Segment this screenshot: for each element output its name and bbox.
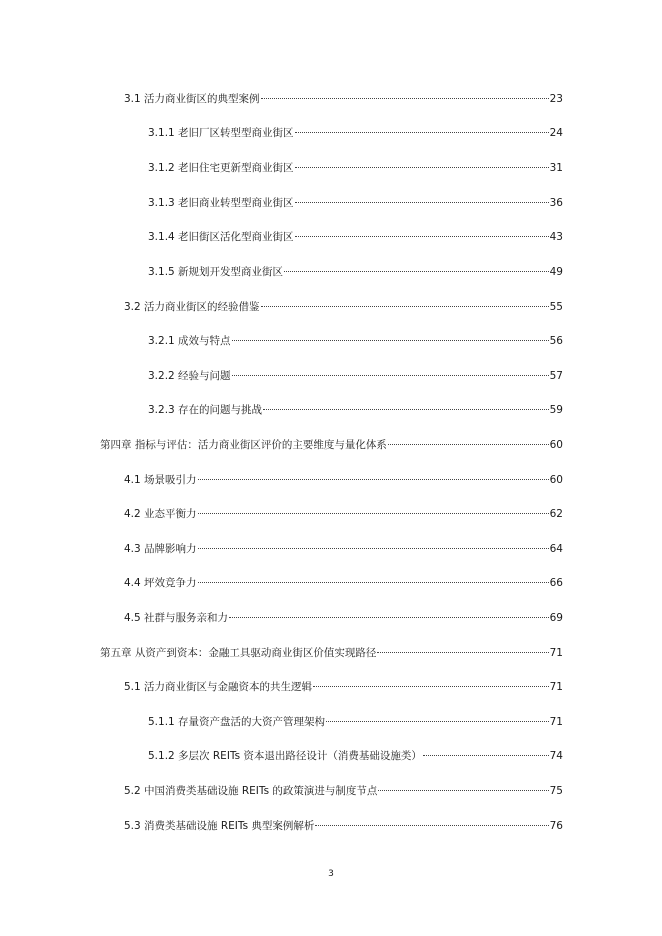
dot-leader	[388, 444, 549, 445]
toc-entry-title: 3.2.2 经验与问题	[148, 370, 231, 382]
toc-entry-page: 43	[549, 231, 563, 243]
toc-entry-title: 5.1.1 存量资产盘活的大资产管理架构	[148, 716, 326, 728]
dot-leader	[295, 132, 549, 133]
dot-leader	[232, 375, 549, 376]
toc-entry-5-2[interactable]	[124, 784, 563, 798]
toc-entry-page: 64	[549, 543, 563, 555]
toc-entry-title: 5.1 活力商业街区与金融资本的共生逻辑	[124, 681, 313, 693]
toc-entry-page: 49	[549, 266, 563, 278]
dot-leader	[423, 755, 549, 756]
toc-entry-page: 55	[549, 301, 563, 313]
toc-entry-title: 3.1.3 老旧商业转型型商业街区	[148, 197, 294, 209]
toc-entry-chapter-4[interactable]	[100, 438, 563, 452]
toc-entry-page: 60	[549, 439, 563, 451]
toc-entry-title: 3.1.1 老旧厂区转型型商业街区	[148, 127, 294, 139]
toc-entry-3-1-1[interactable]	[148, 126, 563, 140]
dot-leader	[198, 513, 549, 514]
dot-leader	[284, 271, 549, 272]
toc-entry-4-3[interactable]	[124, 542, 563, 556]
toc-entry-title: 5.3 消费类基础设施 REITs 典型案例解析	[124, 820, 315, 832]
toc-entry-3-2-2[interactable]	[148, 369, 563, 383]
toc-entry-title: 3.1.2 老旧住宅更新型商业街区	[148, 162, 294, 174]
dot-leader	[198, 479, 549, 480]
toc-entry-page: 74	[549, 750, 563, 762]
toc-entry-title: 4.5 社群与服务亲和力	[124, 612, 229, 624]
toc-entry-title: 5.1.2 多层次 REITs 资本退出路径设计（消费基础设施类）	[148, 750, 422, 762]
toc-entry-title: 4.2 业态平衡力	[124, 508, 197, 520]
toc-entry-page: 56	[549, 335, 563, 347]
toc-entry-title: 3.2 活力商业街区的经验借鉴	[124, 301, 260, 313]
toc-entry-4-4[interactable]	[124, 576, 563, 590]
toc-entry-page: 57	[549, 370, 563, 382]
dot-leader	[378, 790, 548, 791]
dot-leader	[198, 548, 549, 549]
toc-entry-page: 31	[549, 162, 563, 174]
toc-entry-title: 第五章 从资产到资本：金融工具驱动商业街区价值实现路径	[100, 647, 377, 659]
toc-entry-3-1-2[interactable]	[148, 161, 563, 175]
toc-entry-page: 75	[549, 785, 563, 797]
toc-entry-title: 第四章 指标与评估：活力商业街区评价的主要维度与量化体系	[100, 439, 387, 451]
toc-entry-5-1-1[interactable]	[148, 715, 563, 729]
dot-leader	[261, 306, 549, 307]
toc-entry-title: 4.3 品牌影响力	[124, 543, 197, 555]
dot-leader	[229, 617, 549, 618]
toc-entry-page: 71	[549, 681, 563, 693]
dot-leader	[326, 721, 549, 722]
toc-entry-3-1-4[interactable]	[148, 230, 563, 244]
toc-entry-5-3[interactable]	[124, 819, 563, 833]
dot-leader	[198, 582, 549, 583]
dot-leader	[261, 98, 549, 99]
toc-entry-page: 69	[549, 612, 563, 624]
dot-leader	[313, 686, 549, 687]
dot-leader	[377, 652, 548, 653]
toc-entry-title: 3.1.4 老旧街区活化型商业街区	[148, 231, 294, 243]
dot-leader	[295, 236, 549, 237]
page-number: 3	[328, 869, 334, 879]
toc-entry-title: 5.2 中国消费类基础设施 REITs 的政策演进与制度节点	[124, 785, 378, 797]
toc-entry-title: 3.2.1 成效与特点	[148, 335, 231, 347]
dot-leader	[232, 340, 549, 341]
toc-entry-title: 3.1 活力商业街区的典型案例	[124, 93, 260, 105]
toc-entry-page: 36	[549, 197, 563, 209]
toc-entry-3-1-5[interactable]	[148, 265, 563, 279]
toc-entry-3-2-3[interactable]	[148, 403, 563, 417]
toc-entry-title: 3.2.3 存在的问题与挑战	[148, 404, 263, 416]
toc-entry-title: 4.1 场景吸引力	[124, 474, 197, 486]
dot-leader	[315, 825, 548, 826]
toc-entry-3-1-3[interactable]	[148, 196, 563, 210]
toc-entry-4-2[interactable]	[124, 507, 563, 521]
toc-entry-5-1[interactable]	[124, 680, 563, 694]
toc-entry-page: 62	[549, 508, 563, 520]
toc-entry-page: 23	[549, 93, 563, 105]
toc-entry-page: 71	[549, 716, 563, 728]
toc-entry-page: 59	[549, 404, 563, 416]
toc-entry-title: 3.1.5 新规划开发型商业街区	[148, 266, 284, 278]
toc-entry-4-5[interactable]	[124, 611, 563, 625]
toc-entry-page: 71	[549, 647, 563, 659]
dot-leader	[263, 409, 549, 410]
toc-entry-5-1-2[interactable]	[148, 749, 563, 763]
toc-entry-page: 24	[549, 127, 563, 139]
toc-entry-3-2-1[interactable]	[148, 334, 563, 348]
toc-entry-title: 4.4 坪效竞争力	[124, 577, 197, 589]
toc-entry-3-2[interactable]	[124, 300, 563, 314]
toc-entry-chapter-5[interactable]	[100, 646, 563, 660]
toc-entry-page: 66	[549, 577, 563, 589]
toc-entry-page: 60	[549, 474, 563, 486]
dot-leader	[295, 167, 549, 168]
dot-leader	[295, 202, 549, 203]
toc-entry-3-1[interactable]	[124, 92, 563, 106]
toc-entry-4-1[interactable]	[124, 473, 563, 487]
toc-entry-page: 76	[549, 820, 563, 832]
